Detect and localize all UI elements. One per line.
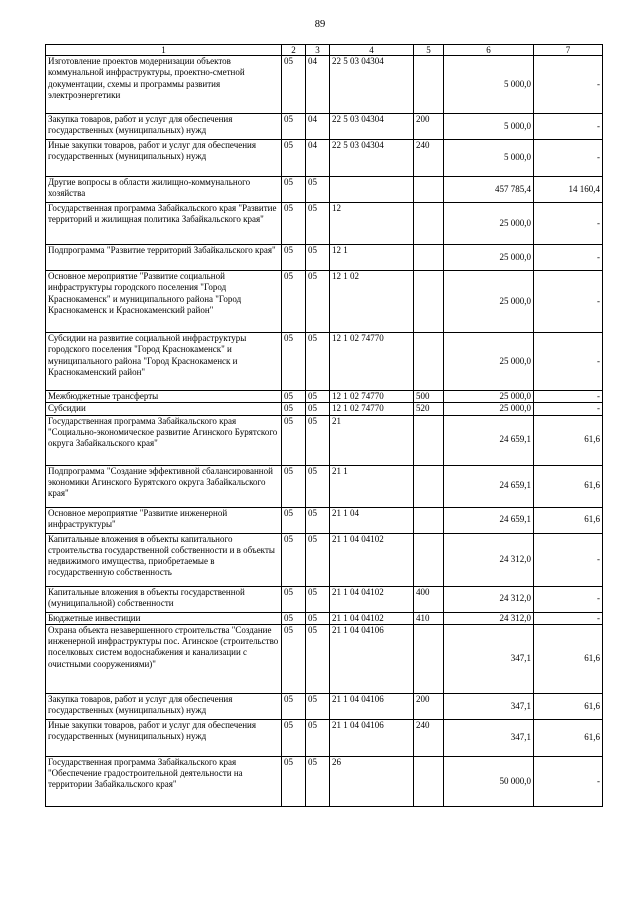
- section-code: 05: [282, 507, 306, 533]
- subsection-code: 05: [306, 271, 330, 333]
- budget-table: [45, 44, 603, 807]
- subsection-code: 04: [306, 56, 330, 114]
- expense-type-code: 520: [414, 403, 444, 415]
- table-row: [46, 507, 603, 533]
- target-article-code: 22 5 03 04304: [330, 56, 414, 114]
- page-number: 89: [314, 19, 326, 30]
- amount-federal: -: [534, 56, 603, 114]
- subsection-code: 05: [306, 203, 330, 245]
- section-code: 05: [282, 586, 306, 612]
- table-row: [46, 586, 603, 612]
- row-name: Капитальные вложения в объекты капитального строительства государственной собственности и в объекты недвижимого имущества, приобретаемые в государственную собственность: [46, 533, 282, 586]
- table-row: [46, 465, 603, 507]
- expense-type-code: 240: [414, 719, 444, 756]
- header-cell: 5: [414, 45, 444, 56]
- amount-federal: -: [534, 756, 603, 806]
- amount-total: 24 659,1: [444, 507, 534, 533]
- amount-total: 50 000,0: [444, 756, 534, 806]
- amount-total: 25 000,0: [444, 245, 534, 271]
- header-row: [46, 45, 603, 56]
- amount-federal: 61,6: [534, 507, 603, 533]
- target-article-code: [330, 177, 414, 203]
- section-code: 05: [282, 533, 306, 586]
- amount-federal: 61,6: [534, 624, 603, 693]
- table-row: [46, 533, 603, 586]
- table-row: [46, 693, 603, 719]
- amount-federal: -: [534, 140, 603, 177]
- amount-total: 347,1: [444, 719, 534, 756]
- amount-total: 5 000,0: [444, 140, 534, 177]
- target-article-code: 21 1 04 04106: [330, 693, 414, 719]
- section-code: 05: [282, 177, 306, 203]
- amount-total: 24 659,1: [444, 415, 534, 465]
- section-code: 05: [282, 56, 306, 114]
- section-code: 05: [282, 333, 306, 391]
- target-article-code: 21 1 04 04106: [330, 719, 414, 756]
- amount-total: 347,1: [444, 624, 534, 693]
- row-name: Закупка товаров, работ и услуг для обеспечения государственных (муниципальных) нужд: [46, 693, 282, 719]
- target-article-code: 21 1: [330, 465, 414, 507]
- expense-type-code: 500: [414, 391, 444, 403]
- header-cell: 3: [306, 45, 330, 56]
- amount-federal: 61,6: [534, 719, 603, 756]
- subsection-code: 05: [306, 624, 330, 693]
- section-code: 05: [282, 114, 306, 140]
- amount-total: 24 659,1: [444, 465, 534, 507]
- expense-type-code: [414, 415, 444, 465]
- table-row: [46, 271, 603, 333]
- section-code: 05: [282, 756, 306, 806]
- amount-total: 24 312,0: [444, 533, 534, 586]
- expense-type-code: [414, 56, 444, 114]
- expense-type-code: 400: [414, 586, 444, 612]
- amount-total: 25 000,0: [444, 271, 534, 333]
- amount-total: 24 312,0: [444, 612, 534, 624]
- section-code: 05: [282, 719, 306, 756]
- table-row: [46, 719, 603, 756]
- section-code: 05: [282, 203, 306, 245]
- amount-total: 25 000,0: [444, 203, 534, 245]
- table-row: [46, 56, 603, 114]
- header-cell: 4: [330, 45, 414, 56]
- table-row: [46, 612, 603, 624]
- header-cell: 1: [46, 45, 282, 56]
- expense-type-code: [414, 465, 444, 507]
- subsection-code: 05: [306, 465, 330, 507]
- row-name: Государственная программа Забайкальского края "Социально-экономическое развитие Агинского Бурятского округа Забайкальского края": [46, 415, 282, 465]
- target-article-code: 22 5 03 04304: [330, 140, 414, 177]
- table-row: [46, 415, 603, 465]
- table-row: [46, 203, 603, 245]
- target-article-code: 21 1 04 04102: [330, 612, 414, 624]
- expense-type-code: [414, 177, 444, 203]
- expense-type-code: [414, 507, 444, 533]
- table-row: [46, 140, 603, 177]
- row-name: Субсидии на развитие социальной инфраструктуры городского поселения "Город Краснокаменск" и муниципального района "Город Краснокаменск и Краснокаменский район": [46, 333, 282, 391]
- subsection-code: 04: [306, 140, 330, 177]
- subsection-code: 05: [306, 756, 330, 806]
- table-body: [46, 45, 603, 807]
- expense-type-code: [414, 271, 444, 333]
- subsection-code: 04: [306, 114, 330, 140]
- expense-type-code: [414, 624, 444, 693]
- amount-federal: -: [534, 612, 603, 624]
- amount-total: 5 000,0: [444, 56, 534, 114]
- subsection-code: 05: [306, 415, 330, 465]
- amount-federal: -: [534, 586, 603, 612]
- expense-type-code: 240: [414, 140, 444, 177]
- amount-total: 347,1: [444, 693, 534, 719]
- expense-type-code: [414, 245, 444, 271]
- amount-federal: 61,6: [534, 415, 603, 465]
- header-cell: 6: [444, 45, 534, 56]
- row-name: Подпрограмма "Создание эффективной сбалансированной экономики Агинского Бурятского округа Забайкальского края": [46, 465, 282, 507]
- row-name: Государственная программа Забайкальского края "Обеспечение градостроительной деятельности на территории Забайкальского края": [46, 756, 282, 806]
- row-name: Иные закупки товаров, работ и услуг для обеспечения государственных (муниципальных) нужд: [46, 140, 282, 177]
- row-name: Закупка товаров, работ и услуг для обеспечения государственных (муниципальных) нужд: [46, 114, 282, 140]
- amount-total: 25 000,0: [444, 403, 534, 415]
- row-name: Субсидии: [46, 403, 282, 415]
- header-cell: 7: [534, 45, 603, 56]
- section-code: 05: [282, 612, 306, 624]
- target-article-code: 22 5 03 04304: [330, 114, 414, 140]
- table-row: [46, 114, 603, 140]
- target-article-code: 26: [330, 756, 414, 806]
- table-row: [46, 177, 603, 203]
- amount-federal: 61,6: [534, 693, 603, 719]
- subsection-code: 05: [306, 391, 330, 403]
- amount-total: 457 785,4: [444, 177, 534, 203]
- amount-total: 5 000,0: [444, 114, 534, 140]
- target-article-code: 21 1 04: [330, 507, 414, 533]
- target-article-code: 12 1 02 74770: [330, 391, 414, 403]
- subsection-code: 05: [306, 533, 330, 586]
- section-code: 05: [282, 465, 306, 507]
- row-name: Бюджетные инвестиции: [46, 612, 282, 624]
- target-article-code: 21: [330, 415, 414, 465]
- amount-federal: 14 160,4: [534, 177, 603, 203]
- section-code: 05: [282, 415, 306, 465]
- section-code: 05: [282, 391, 306, 403]
- target-article-code: 12 1 02 74770: [330, 403, 414, 415]
- target-article-code: 12 1 02: [330, 271, 414, 333]
- row-name: Капитальные вложения в объекты государственной (муниципальной) собственности: [46, 586, 282, 612]
- expense-type-code: [414, 333, 444, 391]
- section-code: 05: [282, 624, 306, 693]
- target-article-code: 21 1 04 04102: [330, 586, 414, 612]
- subsection-code: 05: [306, 177, 330, 203]
- section-code: 05: [282, 271, 306, 333]
- table-row: [46, 333, 603, 391]
- target-article-code: 12 1: [330, 245, 414, 271]
- expense-type-code: 200: [414, 114, 444, 140]
- expense-type-code: 410: [414, 612, 444, 624]
- subsection-code: 05: [306, 693, 330, 719]
- row-name: Межбюджетные трансферты: [46, 391, 282, 403]
- amount-federal: -: [534, 333, 603, 391]
- amount-total: 25 000,0: [444, 333, 534, 391]
- amount-federal: -: [534, 114, 603, 140]
- amount-federal: -: [534, 533, 603, 586]
- expense-type-code: [414, 203, 444, 245]
- section-code: 05: [282, 403, 306, 415]
- subsection-code: 05: [306, 612, 330, 624]
- subsection-code: 05: [306, 403, 330, 415]
- amount-federal: 61,6: [534, 465, 603, 507]
- amount-total: 24 312,0: [444, 586, 534, 612]
- row-name: Охрана объекта незавершенного строительства "Создание инженерной инфраструктуры пос. Агинское (строительство поселковых систем водоснабжения и канализации с очистными сооружениями)": [46, 624, 282, 693]
- subsection-code: 05: [306, 507, 330, 533]
- section-code: 05: [282, 140, 306, 177]
- target-article-code: 12 1 02 74770: [330, 333, 414, 391]
- amount-federal: -: [534, 245, 603, 271]
- amount-federal: -: [534, 391, 603, 403]
- table-row: [46, 624, 603, 693]
- table-row: [46, 756, 603, 806]
- subsection-code: 05: [306, 333, 330, 391]
- section-code: 05: [282, 693, 306, 719]
- subsection-code: 05: [306, 586, 330, 612]
- expense-type-code: [414, 756, 444, 806]
- expense-type-code: [414, 533, 444, 586]
- amount-federal: -: [534, 203, 603, 245]
- amount-total: 25 000,0: [444, 391, 534, 403]
- row-name: Изготовление проектов модернизации объектов коммунальной инфраструктуры, проектно-сметной документации, схемы и программы развития электроэнергетики: [46, 56, 282, 114]
- target-article-code: 21 1 04 04106: [330, 624, 414, 693]
- table-row: [46, 403, 603, 415]
- target-article-code: 12: [330, 203, 414, 245]
- expense-type-code: 200: [414, 693, 444, 719]
- table-row: [46, 245, 603, 271]
- row-name: Государственная программа Забайкальского края "Развитие территорий и жилищная политика Забайкальского края": [46, 203, 282, 245]
- row-name: Подпрограмма "Развитие территорий Забайкальского края": [46, 245, 282, 271]
- section-code: 05: [282, 245, 306, 271]
- subsection-code: 05: [306, 719, 330, 756]
- row-name: Другие вопросы в области жилищно-коммунального хозяйства: [46, 177, 282, 203]
- row-name: Основное мероприятие "Развитие социальной инфраструктуры городского поселения "Город Краснокаменск" и муниципального района "Город Краснокаменск и Краснокаменский район": [46, 271, 282, 333]
- amount-federal: -: [534, 403, 603, 415]
- amount-federal: -: [534, 271, 603, 333]
- row-name: Основное мероприятие "Развитие инженерной инфраструктуры": [46, 507, 282, 533]
- table-row: [46, 391, 603, 403]
- subsection-code: 05: [306, 245, 330, 271]
- target-article-code: 21 1 04 04102: [330, 533, 414, 586]
- header-cell: 2: [282, 45, 306, 56]
- row-name: Иные закупки товаров, работ и услуг для обеспечения государственных (муниципальных) нужд: [46, 719, 282, 756]
